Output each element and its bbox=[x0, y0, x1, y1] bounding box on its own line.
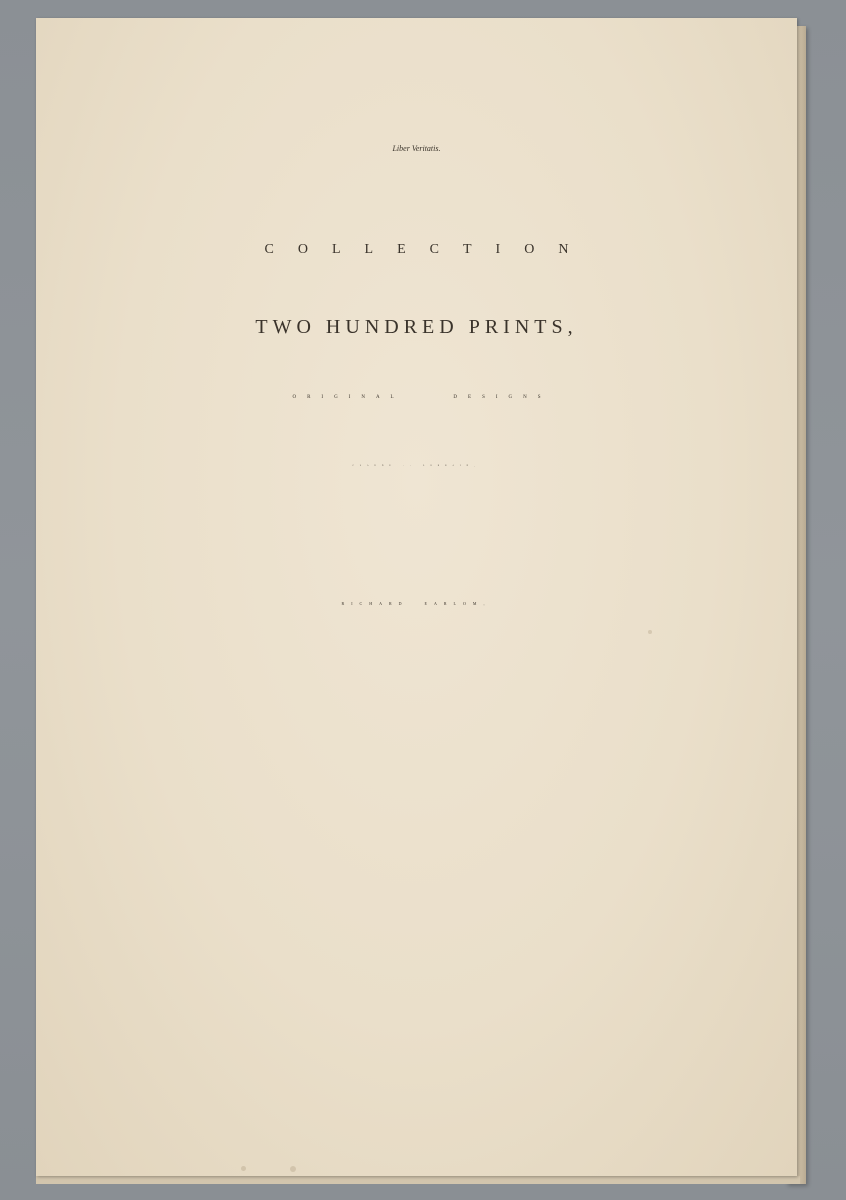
title-page bbox=[36, 18, 797, 1176]
foxing-spot bbox=[290, 1166, 296, 1172]
claude-le-lorrain-line bbox=[36, 465, 797, 467]
richard-earlom-heading: RICHARD EARLOM, bbox=[341, 601, 492, 606]
foxing-spot bbox=[241, 1166, 246, 1171]
two-hundred-prints-heading: TWO HUNDRED PRINTS, bbox=[255, 316, 578, 338]
underlying-sheet-bottom-edge bbox=[36, 1176, 800, 1184]
foxing-spot bbox=[648, 630, 652, 634]
claude-part-1: CLAUDE bbox=[352, 465, 404, 467]
claude-part-2: LORRAIN, bbox=[416, 465, 481, 467]
original-designs-heading: ORIGINAL DESIGNS bbox=[292, 395, 552, 400]
collection-heading: COLLECTION bbox=[264, 242, 593, 257]
claude-le: LE bbox=[403, 466, 417, 467]
book-title: Liber Veritatis. bbox=[392, 144, 441, 153]
